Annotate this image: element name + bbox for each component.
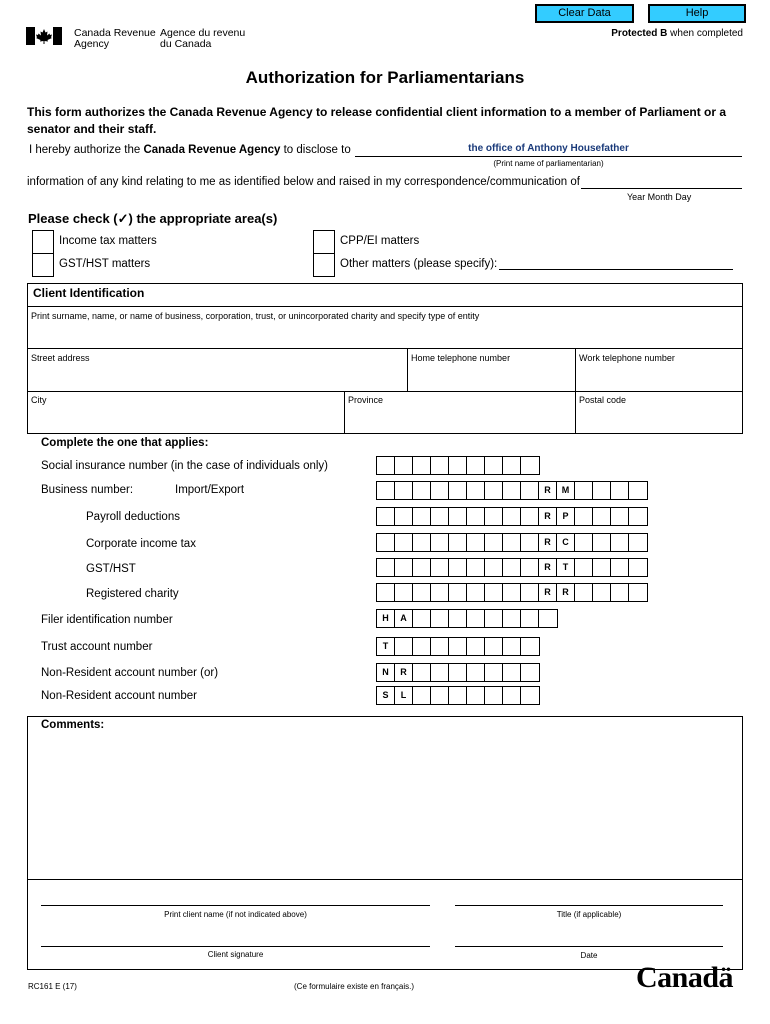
signature-field[interactable] [41, 946, 430, 947]
agency-name-en: Canada Revenue Agency [74, 27, 156, 50]
trust-account-label: Trust account number [41, 641, 153, 653]
filer-id-field[interactable]: H A [376, 609, 558, 628]
import-export-label: Import/Export [175, 484, 245, 496]
parliamentarian-name-field[interactable]: the office of Anthony Housefather [468, 143, 629, 154]
other-matters-checkbox[interactable] [313, 253, 335, 277]
comments-heading: Comments: [41, 719, 105, 731]
other-matters-label: Other matters (please specify): [340, 258, 498, 270]
form-code: RC161 E (17) [28, 982, 77, 991]
province-label: Province [348, 395, 384, 405]
authorize-text: I hereby authorize the Canada Revenue Agency to disclose to [29, 144, 351, 156]
signature-label: Client signature [207, 950, 264, 959]
gst-hst-number-field[interactable]: R T [376, 558, 648, 577]
gst-hst-checkbox[interactable] [32, 253, 54, 277]
client-name-field[interactable] [28, 322, 742, 348]
date-field[interactable] [581, 188, 742, 189]
trust-account-field[interactable]: T [376, 637, 540, 656]
gst-hst-number-label: GST/HST [86, 563, 136, 575]
print-name-label: Print client name (if not indicated above) [164, 910, 307, 919]
page-title: Authorization for Parliamentarians [245, 68, 525, 87]
work-phone-field[interactable] [576, 364, 742, 390]
cpp-ei-label: CPP/EI matters [340, 235, 420, 247]
comments-field[interactable] [29, 736, 741, 878]
work-phone-label: Work telephone number [579, 353, 675, 363]
charity-label: Registered charity [86, 588, 179, 600]
parliamentarian-caption: (Print name of parliamentarian) [493, 159, 604, 168]
canada-flag-icon [26, 27, 62, 45]
client-heading: Client Identification [33, 286, 145, 300]
corporate-tax-label: Corporate income tax [86, 538, 196, 550]
home-phone-label: Home telephone number [411, 353, 511, 363]
income-tax-label: Income tax matters [59, 235, 157, 247]
street-address-field[interactable] [28, 364, 406, 390]
postal-code-field[interactable] [576, 406, 742, 433]
sin-field[interactable] [376, 456, 540, 475]
canada-wordmark: Canadä [636, 961, 734, 994]
print-name-field[interactable] [41, 905, 430, 906]
cpp-ei-checkbox[interactable] [313, 230, 335, 254]
agency-name-fr: Agence du revenu du Canada [160, 27, 246, 50]
intro-text: This form authorizes the Canada Revenue Agency to release confidential client information to a member of Parliament or a senator and their staff. [27, 105, 727, 136]
postal-code-label: Postal code [579, 395, 627, 405]
date-signed-field[interactable] [455, 946, 723, 947]
corporate-tax-field[interactable]: R C [376, 533, 648, 552]
check-heading: Please check (✓) the appropriate area(s) [28, 211, 278, 226]
clear-data-button[interactable]: Clear Data [535, 4, 634, 23]
french-notice: (Ce formulaire existe en français.) [294, 982, 415, 991]
nr-account-sl-field[interactable]: S L [376, 686, 540, 705]
payroll-label: Payroll deductions [86, 511, 180, 523]
bn-label: Business number: [41, 484, 134, 496]
sin-label: Social insurance number (in the case of individuals only) [41, 460, 329, 472]
protected-notice: Protected B when completed [611, 28, 743, 39]
title-field[interactable] [455, 905, 723, 906]
divider [27, 391, 743, 392]
nr-account-field[interactable]: N R [376, 663, 540, 682]
filer-id-label: Filer identification number [41, 614, 173, 626]
province-field[interactable] [345, 406, 574, 433]
nr-account-sl-label: Non-Resident account number [41, 690, 197, 702]
city-field[interactable] [28, 406, 343, 433]
date-signed-label: Date [580, 951, 598, 960]
info-text: information of any kind relating to me as identified below and raised in my correspondence/communication of [27, 176, 580, 188]
title-label: Title (if applicable) [556, 910, 622, 919]
parliamentarian-name-line [355, 156, 742, 157]
other-matters-field[interactable] [499, 269, 733, 270]
charity-field[interactable]: R R [376, 583, 648, 602]
gst-hst-label: GST/HST matters [59, 258, 151, 270]
income-tax-checkbox[interactable] [32, 230, 54, 254]
date-caption: Year Month Day [627, 192, 692, 202]
divider [27, 348, 743, 349]
nr-account-label: Non-Resident account number (or) [41, 667, 219, 679]
city-label: City [31, 395, 47, 405]
client-name-label: Print surname, name, or name of business, corporation, trust, or unincorporated charity and specify type of entity [31, 311, 480, 321]
payroll-field[interactable]: R P [376, 507, 648, 526]
home-phone-field[interactable] [408, 364, 574, 390]
help-button[interactable]: Help [648, 4, 746, 23]
divider [27, 306, 743, 307]
numbers-heading: Complete the one that applies: [41, 437, 209, 449]
street-address-label: Street address [31, 353, 90, 363]
import-export-field[interactable]: R M [376, 481, 648, 500]
